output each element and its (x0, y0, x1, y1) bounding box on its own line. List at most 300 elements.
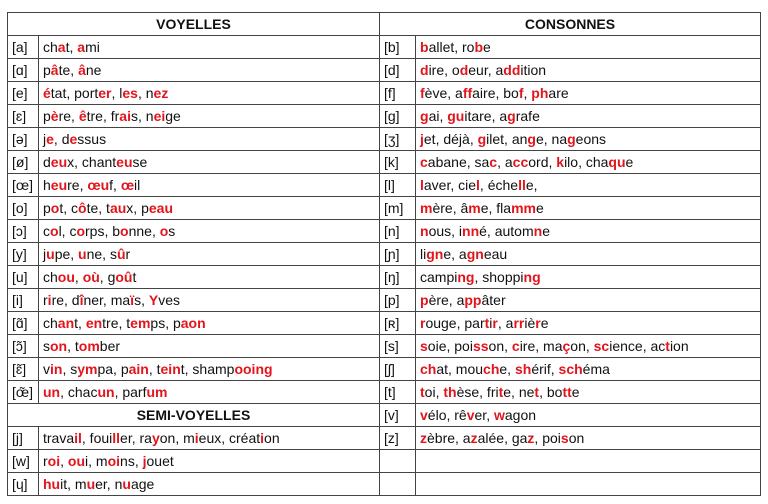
highlighted-letters: sc (593, 338, 610, 354)
highlighted-letters: g (567, 131, 576, 147)
left-symbol: [ɑ̃] (8, 312, 39, 335)
word-text: x, p (126, 200, 149, 216)
left-examples (39, 266, 380, 289)
highlighted-letters: œ (120, 177, 135, 193)
word-text: é, autom (479, 223, 534, 239)
word-text: oi, (424, 384, 444, 400)
right-symbol: [d] (380, 59, 416, 82)
highlighted-letters: ou (57, 269, 75, 285)
word-text: li (420, 246, 427, 262)
highlighted-letters: r (492, 315, 498, 331)
right-symbol: [l] (380, 174, 416, 197)
highlighted-letters: o (50, 223, 59, 239)
left-symbol: [ə] (8, 128, 39, 151)
left-examples (39, 128, 380, 151)
word-text: ch (43, 39, 58, 55)
word-text: j (43, 131, 47, 147)
word-text: , t (67, 338, 79, 354)
word-text: c (43, 223, 50, 239)
word-text: ère, a (428, 292, 465, 308)
word-text: age (130, 476, 155, 492)
highlighted-letters: u (122, 476, 131, 492)
highlighted-letters: gn (426, 246, 444, 262)
highlighted-letters: é (43, 85, 51, 101)
right-symbol: [t] (380, 381, 416, 404)
highlighted-letters: ss (472, 338, 489, 354)
table-row (8, 335, 761, 358)
table-row (8, 220, 761, 243)
left-symbol: [œ] (8, 174, 39, 197)
highlighted-letters: ein (160, 361, 181, 377)
highlighted-letters: î (79, 292, 84, 308)
highlighted-letters: ll (112, 430, 121, 446)
word-text: e, ne (503, 384, 535, 400)
left-symbol: [ɔ̃] (8, 335, 39, 358)
word-text: ne, s (86, 246, 117, 262)
word-text: , bo (539, 384, 563, 400)
right-examples (416, 289, 761, 312)
word-text: érif, (531, 361, 559, 377)
table-row (8, 358, 761, 381)
highlighted-letters: eu (50, 154, 68, 170)
highlighted-letters: hu (43, 476, 61, 492)
highlighted-letters: au (109, 200, 127, 216)
left-symbol: [o] (8, 197, 39, 220)
right-examples (416, 381, 761, 404)
table-row (8, 427, 761, 450)
word-text: s, n (130, 108, 154, 124)
highlighted-letters: û (116, 246, 126, 262)
highlighted-letters: g (527, 131, 536, 147)
word-text: , (60, 453, 68, 469)
highlighted-letters: eu (116, 154, 133, 170)
empty-cell (380, 450, 416, 473)
highlighted-letters: ai (119, 108, 131, 124)
word-text: ch (43, 269, 58, 285)
highlighted-letters: w (493, 407, 505, 423)
highlighted-letters: u (86, 476, 96, 492)
word-text: t, c (59, 200, 79, 216)
highlighted-letters: f (518, 85, 524, 101)
left-examples (39, 59, 380, 82)
highlighted-letters: l (420, 177, 424, 193)
right-examples (416, 197, 761, 220)
word-text: , a (497, 315, 514, 331)
word-text: f, (109, 177, 121, 193)
word-text: pa, p (97, 361, 129, 377)
word-text: , s (62, 361, 78, 377)
word-text: ition (520, 62, 547, 78)
table-row (8, 13, 761, 36)
left-symbol: [u] (8, 266, 39, 289)
word-text: x, chant (67, 154, 117, 170)
word-text: tat, port (50, 85, 99, 101)
highlighted-letters: ou (67, 453, 86, 469)
highlighted-letters: ei (153, 108, 166, 124)
word-text: rps, b (85, 223, 121, 239)
right-symbol: [z] (380, 427, 416, 450)
word-text: iè (524, 315, 536, 331)
highlighted-letters: i (194, 430, 199, 446)
highlighted-letters: on (50, 338, 68, 354)
word-text: e (625, 154, 634, 170)
highlighted-letters: rr (513, 315, 525, 331)
word-text: it, m (60, 476, 87, 492)
highlighted-letters: n (533, 223, 543, 239)
word-text: r (125, 246, 131, 262)
left-examples (39, 36, 380, 59)
word-text: p (43, 200, 51, 216)
word-text: e (483, 39, 491, 55)
word-text: rafe (515, 108, 540, 124)
word-text: t, (65, 39, 78, 55)
left-examples (39, 197, 380, 220)
word-text: i, m (85, 453, 108, 469)
highlighted-letters: nn (462, 223, 480, 239)
left-examples (39, 427, 380, 450)
highlighted-letters: o (76, 223, 86, 239)
highlighted-letters: un (97, 384, 115, 400)
right-symbol: [ŋ] (380, 266, 416, 289)
highlighted-letters: d (420, 62, 429, 78)
highlighted-letters: t (534, 384, 540, 400)
phonetic-table (7, 12, 761, 496)
left-symbol: [w] (8, 450, 39, 473)
word-text: e (535, 200, 544, 216)
word-text: on, (570, 338, 594, 354)
word-text: , (523, 85, 532, 101)
word-text: re, (58, 108, 79, 124)
highlighted-letters: gu (447, 108, 465, 124)
highlighted-letters: em (130, 315, 151, 331)
word-text: s (43, 338, 50, 354)
highlighted-letters: z (470, 430, 478, 446)
word-text: te, t (86, 200, 110, 216)
right-examples (416, 128, 761, 151)
highlighted-letters: sch (558, 361, 583, 377)
highlighted-letters: ph (531, 85, 549, 101)
table-row (8, 381, 761, 404)
right-examples (416, 358, 761, 381)
highlighted-letters: g (477, 131, 487, 147)
highlighted-letters: r (535, 315, 541, 331)
word-text: ouge, par (425, 315, 485, 331)
highlighted-letters: ll (518, 177, 526, 193)
highlighted-letters: oi (107, 453, 121, 469)
word-text: mi (85, 39, 100, 55)
highlighted-letters: m (468, 200, 481, 216)
word-text: , (74, 269, 83, 285)
word-text: ire, ma (519, 338, 563, 354)
highlighted-letters: l (476, 177, 480, 193)
table-row (8, 404, 761, 427)
highlighted-letters: u (46, 246, 55, 262)
highlighted-letters: p (420, 292, 429, 308)
word-text: t, (74, 315, 86, 331)
highlighted-letters: c (511, 338, 520, 354)
left-examples (39, 473, 380, 496)
word-text: e (542, 223, 550, 239)
word-text: e (540, 315, 549, 331)
word-text: nne, (128, 223, 160, 239)
highlighted-letters: g (420, 108, 429, 124)
word-text: , éche (479, 177, 519, 193)
word-text: ner, ma (83, 292, 131, 308)
right-symbol: [f] (380, 82, 416, 105)
section-header-vowels: VOYELLES (8, 13, 380, 36)
table-row (8, 105, 761, 128)
word-text: pe, (54, 246, 79, 262)
word-text: , foui (81, 430, 113, 446)
left-symbol: [ɑ] (8, 59, 39, 82)
word-text: élo, rê (427, 407, 467, 423)
highlighted-letters: ym (77, 361, 98, 377)
highlighted-letters: j (420, 131, 424, 147)
word-text: agon (504, 407, 537, 423)
left-examples (39, 105, 380, 128)
highlighted-letters: c (489, 154, 498, 170)
highlighted-letters: t (665, 338, 670, 354)
word-text: trava (43, 430, 75, 446)
highlighted-letters: en (85, 315, 103, 331)
word-text: , parf (114, 384, 147, 400)
left-symbol: [a] (8, 36, 39, 59)
word-text: eau (483, 246, 508, 262)
word-text: ge (165, 108, 181, 124)
word-text: er, ra (120, 430, 152, 446)
word-text: , shoppi (474, 269, 524, 285)
highlighted-letters: ng (457, 269, 475, 285)
word-text: ère, â (432, 200, 469, 216)
highlighted-letters: b (420, 39, 429, 55)
right-symbol: [s] (380, 335, 416, 358)
word-text: re, (67, 177, 88, 193)
word-text: ps, p (150, 315, 181, 331)
word-text: p (43, 62, 51, 78)
table-row (8, 266, 761, 289)
right-symbol: [k] (380, 151, 416, 174)
highlighted-letters: y (151, 430, 160, 446)
highlighted-letters: mm (511, 200, 536, 216)
left-symbol: [ɛ̃] (8, 358, 39, 381)
highlighted-letters: om (78, 338, 100, 354)
highlighted-letters: aon (180, 315, 206, 331)
word-text: e, a (443, 246, 467, 262)
word-text: p (43, 108, 51, 124)
word-text: et, déjà, (423, 131, 478, 147)
word-text: on (568, 430, 585, 446)
highlighted-letters: in (50, 361, 63, 377)
word-text: èse, fri (456, 384, 499, 400)
table-row (8, 197, 761, 220)
left-examples (39, 335, 380, 358)
highlighted-letters: d (459, 62, 469, 78)
highlighted-letters: ng (523, 269, 541, 285)
word-text: allet, ro (428, 39, 475, 55)
highlighted-letters: k (556, 154, 565, 170)
left-symbol: [ø] (8, 151, 39, 174)
highlighted-letters: g (507, 108, 516, 124)
table-row (8, 312, 761, 335)
table-row (8, 128, 761, 151)
word-text: er, n (95, 476, 123, 492)
right-symbol: [ʀ] (380, 312, 416, 335)
word-text: eux, créat (198, 430, 261, 446)
left-examples (39, 220, 380, 243)
word-text: ous, i (428, 223, 463, 239)
left-examples (39, 312, 380, 335)
right-examples (416, 36, 761, 59)
left-symbol: [ɔ] (8, 220, 39, 243)
word-text: aver, cie (423, 177, 477, 193)
right-examples (416, 427, 761, 450)
highlighted-letters: i (260, 430, 265, 446)
right-symbol: [n] (380, 220, 416, 243)
word-text: ssus (77, 131, 107, 147)
highlighted-letters: ch (483, 361, 500, 377)
highlighted-letters: ç (562, 338, 571, 354)
right-examples (416, 243, 761, 266)
highlighted-letters: â (78, 62, 86, 78)
highlighted-letters: o (159, 223, 169, 239)
highlighted-letters: eu (50, 177, 68, 193)
word-text: aire, bo (472, 85, 519, 101)
word-text: on (264, 430, 280, 446)
word-text: s, (134, 292, 149, 308)
highlighted-letters: dd (503, 62, 521, 78)
word-text: r (43, 292, 48, 308)
highlighted-letters: ô (78, 200, 87, 216)
word-text: i (489, 315, 493, 331)
highlighted-letters: a (77, 39, 86, 55)
word-text: r (43, 453, 48, 469)
word-text: campi (420, 269, 458, 285)
word-text: e, na (535, 131, 568, 147)
word-text: s (168, 223, 176, 239)
highlighted-letters: z (527, 430, 535, 446)
highlighted-letters: c (420, 154, 428, 170)
left-examples (39, 289, 380, 312)
word-text: e, fla (480, 200, 512, 216)
highlighted-letters: sh (514, 361, 532, 377)
word-text: , g (99, 269, 116, 285)
word-text: eons (575, 131, 607, 147)
highlighted-letters: t (498, 384, 504, 400)
highlighted-letters: où (82, 269, 100, 285)
word-text: ire, o (428, 62, 460, 78)
highlighted-letters: j (142, 453, 147, 469)
empty-cell (416, 450, 761, 473)
right-examples (416, 105, 761, 128)
right-examples (416, 266, 761, 289)
section-header-semivowels: SEMI-VOYELLES (8, 404, 380, 427)
word-text: oie, poi (427, 338, 473, 354)
right-symbol: [v] (380, 404, 416, 427)
highlighted-letters: s (560, 430, 569, 446)
highlighted-letters: t (420, 384, 425, 400)
highlighted-letters: es (122, 85, 138, 101)
word-text: ilo, cha (564, 154, 609, 170)
highlighted-letters: th (443, 384, 457, 400)
table-row (8, 151, 761, 174)
left-symbol: [y] (8, 243, 39, 266)
highlighted-letters: e (46, 131, 54, 147)
word-text: alée, ga (477, 430, 528, 446)
highlighted-letters: ê (78, 108, 87, 124)
word-text: ience, ac (609, 338, 666, 354)
highlighted-letters: um (146, 384, 168, 400)
highlighted-letters: n (420, 223, 429, 239)
highlighted-letters: r (420, 315, 426, 331)
word-text: t, shamp (180, 361, 235, 377)
word-text: abane, sa (427, 154, 490, 170)
highlighted-letters: v (420, 407, 428, 423)
right-examples (416, 404, 761, 427)
word-text: ber (99, 338, 121, 354)
left-symbol: [ɥ] (8, 473, 39, 496)
highlighted-letters: s (420, 338, 428, 354)
left-symbol: [œ̃] (8, 381, 39, 404)
table-row (8, 473, 761, 496)
word-text: , l (111, 85, 123, 101)
right-symbol: [p] (380, 289, 416, 312)
table-row (8, 82, 761, 105)
table-row (8, 243, 761, 266)
highlighted-letters: ï (130, 292, 135, 308)
phonetic-table-body (8, 13, 761, 496)
word-text: are (548, 85, 569, 101)
word-text: il (134, 177, 141, 193)
highlighted-letters: il (74, 430, 82, 446)
right-symbol: [ʃ] (380, 358, 416, 381)
left-examples (39, 450, 380, 473)
highlighted-letters: pp (464, 292, 482, 308)
word-text: e, (499, 361, 515, 377)
highlighted-letters: u (78, 246, 87, 262)
left-symbol: [ɛ] (8, 105, 39, 128)
highlighted-letters: o (120, 223, 129, 239)
section-header-consonants: CONSONNES (380, 13, 761, 36)
highlighted-letters: oû (115, 269, 133, 285)
left-symbol: [e] (8, 82, 39, 105)
word-text: eur, a (468, 62, 504, 78)
word-text: ève, a (424, 85, 463, 101)
word-text: ai, (428, 108, 448, 124)
word-text: ves (158, 292, 180, 308)
highlighted-letters: ff (462, 85, 473, 101)
table-row (8, 59, 761, 82)
highlighted-letters: t (484, 315, 490, 331)
highlighted-letters: i (47, 292, 52, 308)
highlighted-letters: er (98, 85, 112, 101)
word-text: èbre, a (427, 430, 471, 446)
highlighted-letters: ez (153, 85, 169, 101)
word-text: t (132, 269, 137, 285)
left-symbol: [j] (8, 427, 39, 450)
word-text: se (132, 154, 148, 170)
word-text: on, (488, 338, 512, 354)
highlighted-letters: m (420, 200, 433, 216)
word-text: , chac (60, 384, 98, 400)
word-text: j (43, 246, 47, 262)
word-text: ilet, an (486, 131, 528, 147)
right-examples (416, 82, 761, 105)
highlighted-letters: a (57, 39, 66, 55)
right-examples (416, 59, 761, 82)
highlighted-letters: oi (47, 453, 61, 469)
word-text: e, (525, 177, 538, 193)
word-text: e (571, 384, 580, 400)
